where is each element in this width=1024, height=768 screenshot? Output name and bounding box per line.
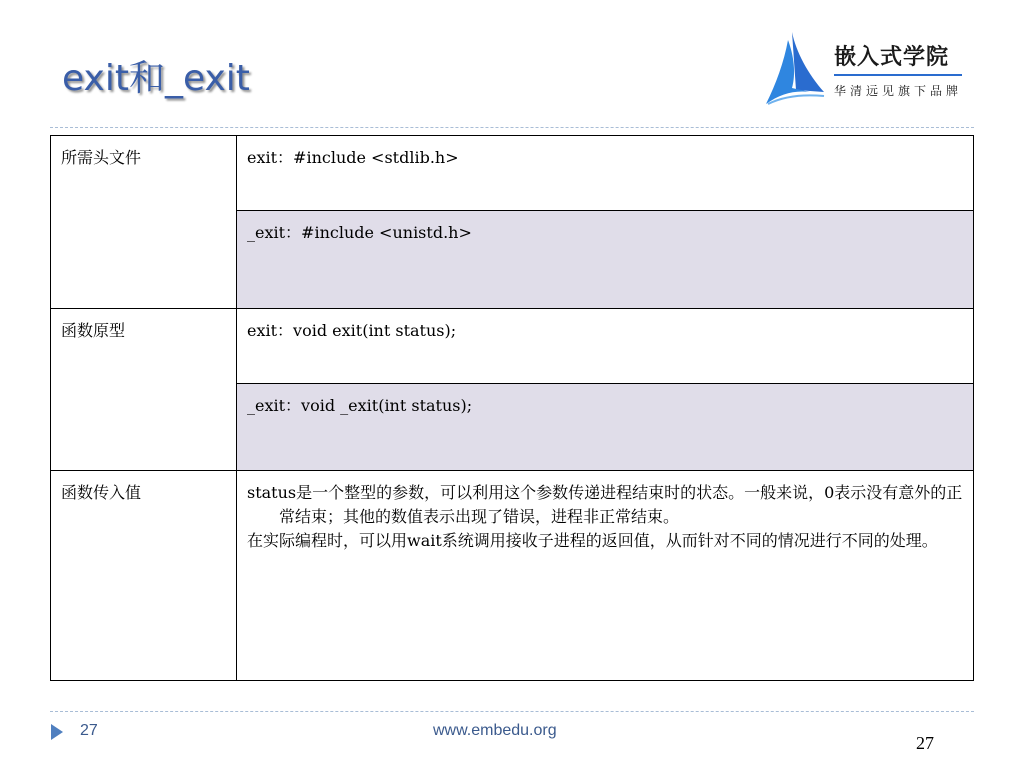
triangle-bullet-icon [50,723,64,741]
top-divider [50,127,974,128]
table-row [51,471,974,681]
page-number: 27 [916,733,934,753]
logo-divider [834,74,962,76]
row-value: _exit：#include <unistd.h> [237,211,974,309]
table-row [51,136,974,211]
row-value [237,471,974,681]
footer-url: www.embedu.org [433,722,557,739]
brand-logo [762,30,972,108]
function-info-table [50,135,974,681]
row-value: exit：#include <stdlib.h> [237,136,974,211]
row-label: 函数传入值 [51,471,237,681]
sail-logo-icon [762,30,832,108]
row-label: 所需头文件 [51,136,237,309]
row-value: _exit：void _exit(int status); [237,384,974,471]
table-row [51,309,974,384]
bottom-divider [50,711,974,712]
logo-tagline: 华清远见旗下品牌 [834,84,963,98]
row-value: exit：void exit(int status); [237,309,974,384]
description-paragraph: status是一个整型的参数，可以利用这个参数传递进程结束时的状态。一般来说，0表示没有意外的正常结束；其他的数值表示出现了错误，进程非正常结束。 [247,483,963,526]
footer-slide-number: 27 [80,722,98,739]
row-label: 函数原型 [51,309,237,471]
logo-name: 嵌入式学院 [834,45,950,70]
description-paragraph: 在实际编程时，可以用wait系统调用接收子进程的返回值，从而针对不同的情况进行不同的处理。 [247,531,938,550]
slide-title: exit和_exit [62,58,250,99]
